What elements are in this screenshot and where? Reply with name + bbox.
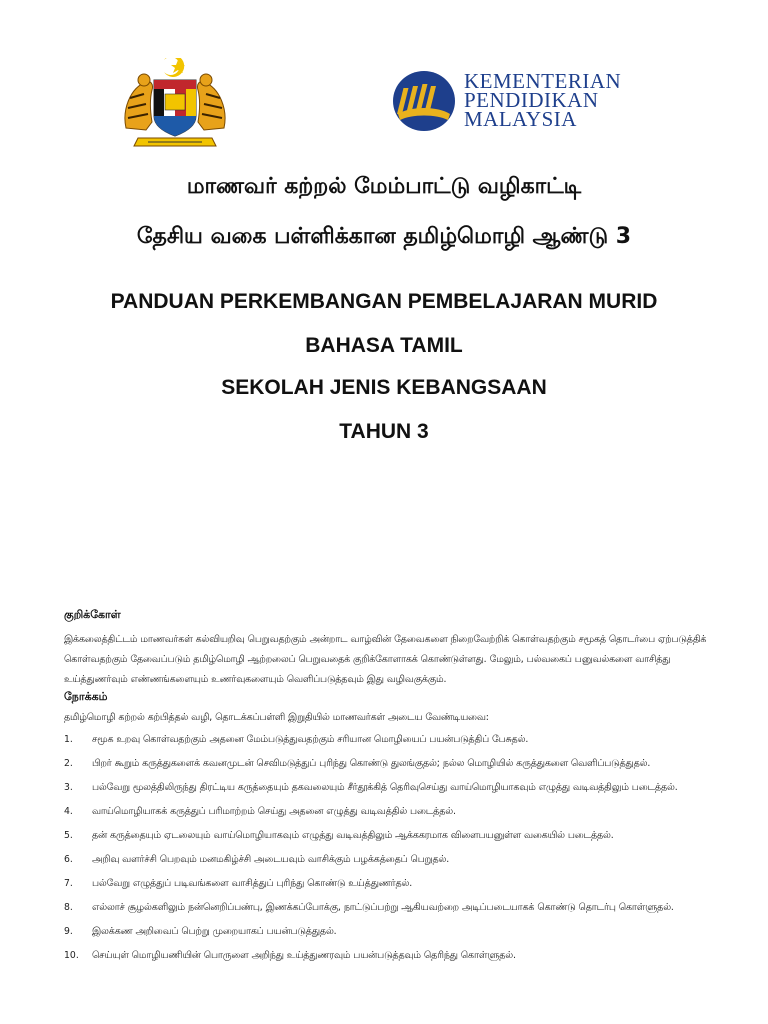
objective-item	[64, 730, 724, 749]
ministry-name-line3: MALAYSIA	[464, 107, 577, 131]
objective-item	[64, 874, 724, 893]
objectives-list	[64, 730, 724, 970]
malaysia-coat-of-arms-logo	[116, 58, 234, 150]
malay-title-line4: TAHUN 3	[339, 420, 429, 443]
malay-title-line2: BAHASA TAMIL	[305, 334, 463, 357]
ministry-name-line1: KEMENTERIAN	[464, 69, 622, 93]
objective-text: அறிவு வளர்ச்சி பெறவும் மனமகிழ்ச்சி அடையவும் வாசிக்கும் பழக்கத்தைப் பெறுதல்.	[92, 854, 450, 865]
objective-text: பல்வேறு மூலத்திலிருந்து திரட்டிய கருத்தையும் தகவலையும் சீர்தூக்கித் தெரிவுசெய்து வாய்மொழியாகவும் எழுத்து வடிவத்திலும் படைத்தல்.	[92, 782, 678, 793]
objective-text: வாய்மொழியாகக் கருத்துப் பரிமாற்றம் செய்து அதனை எழுத்து வடிவத்தில் படைத்தல்.	[92, 806, 456, 817]
objective-number: 1.	[64, 734, 73, 745]
objective-item	[64, 922, 724, 941]
objective-item	[64, 802, 724, 821]
malay-title-line1: PANDUAN PERKEMBANGAN PEMBELAJARAN MURID	[110, 290, 658, 313]
aim-heading: குறிக்கோள்	[64, 608, 121, 621]
ministry-of-education-logo	[392, 70, 662, 132]
objective-text: சமூக உறவு கொள்வதற்கும் அதனை மேம்படுத்துவதற்கும் சரியான மொழியைப் பயன்படுத்திப் பேசுதல்.	[92, 734, 529, 745]
objective-text: பல்வேறு எழுத்துப் படிவங்களை வாசித்துப் புரிந்து கொண்டு உய்த்துணர்தல்.	[92, 878, 413, 889]
objective-item	[64, 898, 724, 917]
objective-text: பிறர் கூறும் கருத்துகளைக் கவனமுடன் செவிமடுத்துப் புரிந்து கொண்டு துலங்குதல்; நல்ல மொழியில் கருத்துகளை வெளிப்படுத்துதல்.	[92, 758, 651, 769]
ministry-emblem-icon	[392, 70, 456, 132]
objective-number: 3.	[64, 782, 73, 793]
objective-text: இலக்கண அறிவைப் பெற்று முறையாகப் பயன்படுத்துதல்.	[92, 926, 337, 937]
objective-number: 9.	[64, 926, 73, 937]
malay-title-line3: SEKOLAH JENIS KEBANGSAAN	[221, 376, 547, 399]
objective-item	[64, 826, 724, 845]
objective-text: எல்லாச் சூழல்களிலும் நன்னெறிப்பண்பு, இணக்கப்போக்கு, நாட்டுப்பற்று ஆகியவற்றை அடிப்படையாகக் கொண்டு தொடர்பு கொள்ளுதல்.	[92, 902, 674, 913]
tamil-title-line2: தேசிய வகை பள்ளிக்கான தமிழ்மொழி ஆண்டு 3	[136, 224, 632, 249]
objective-number: 8.	[64, 902, 73, 913]
objective-number: 7.	[64, 878, 73, 889]
ministry-name-line2: PENDIDIKAN	[464, 88, 599, 112]
objectives-intro: தமிழ்மொழி கற்றல் கற்பித்தல் வழி, தொடக்கப்பள்ளி இறுதியில் மாணவர்கள் அடைய வேண்டியவை:	[64, 712, 489, 723]
objective-text: செய்யுள் மொழியணியின் பொருளை அறிந்து உய்த்துணரவும் பயன்படுத்தவும் தெரிந்து கொள்ளுதல்.	[92, 950, 516, 961]
objective-item	[64, 778, 724, 797]
tamil-title-line1: மாணவர் கற்றல் மேம்பாட்டு வழிகாட்டி	[186, 174, 582, 199]
objective-number: 6.	[64, 854, 73, 865]
objective-number: 4.	[64, 806, 73, 817]
objective-number: 5.	[64, 830, 73, 841]
objective-item	[64, 754, 724, 773]
objective-number: 10.	[64, 950, 79, 961]
objective-item	[64, 946, 724, 965]
objective-item	[64, 850, 724, 869]
objective-text: தன் கருத்தையும் ஏடலையும் வாய்மொழியாகவும் எழுத்து வடிவத்திலும் ஆக்ககரமாக விளைபயனுள்ள வகையில் படைத்தல்.	[92, 830, 614, 841]
objectives-heading: நோக்கம்	[64, 690, 108, 703]
objective-number: 2.	[64, 758, 73, 769]
aim-paragraph: இக்கலைத்திட்டம் மாணவர்கள் கல்வியறிவு பெறுவதற்கும் அன்றாட வாழ்வின் தேவைகளை நிறைவேற்றிக் கொள்வதற்கும் சமூகத் தொடர்பை ஏற்படுத்திக் கொள்வதற்கும் தேவைப்படும் தமிழ்மொழி ஆற்றலைப் பெறுவதைக் குறிக்கோளாகக் கொண்டுள்ளது. மேலும், பல்வகைப் பனுவல்களை வாசித்து உய்த்துணர்வும் எண்ணங்களையும் உணர்வுகளையும் வெளிப்படுத்தவும் இது வழிவகுக்கும்.	[64, 634, 707, 685]
